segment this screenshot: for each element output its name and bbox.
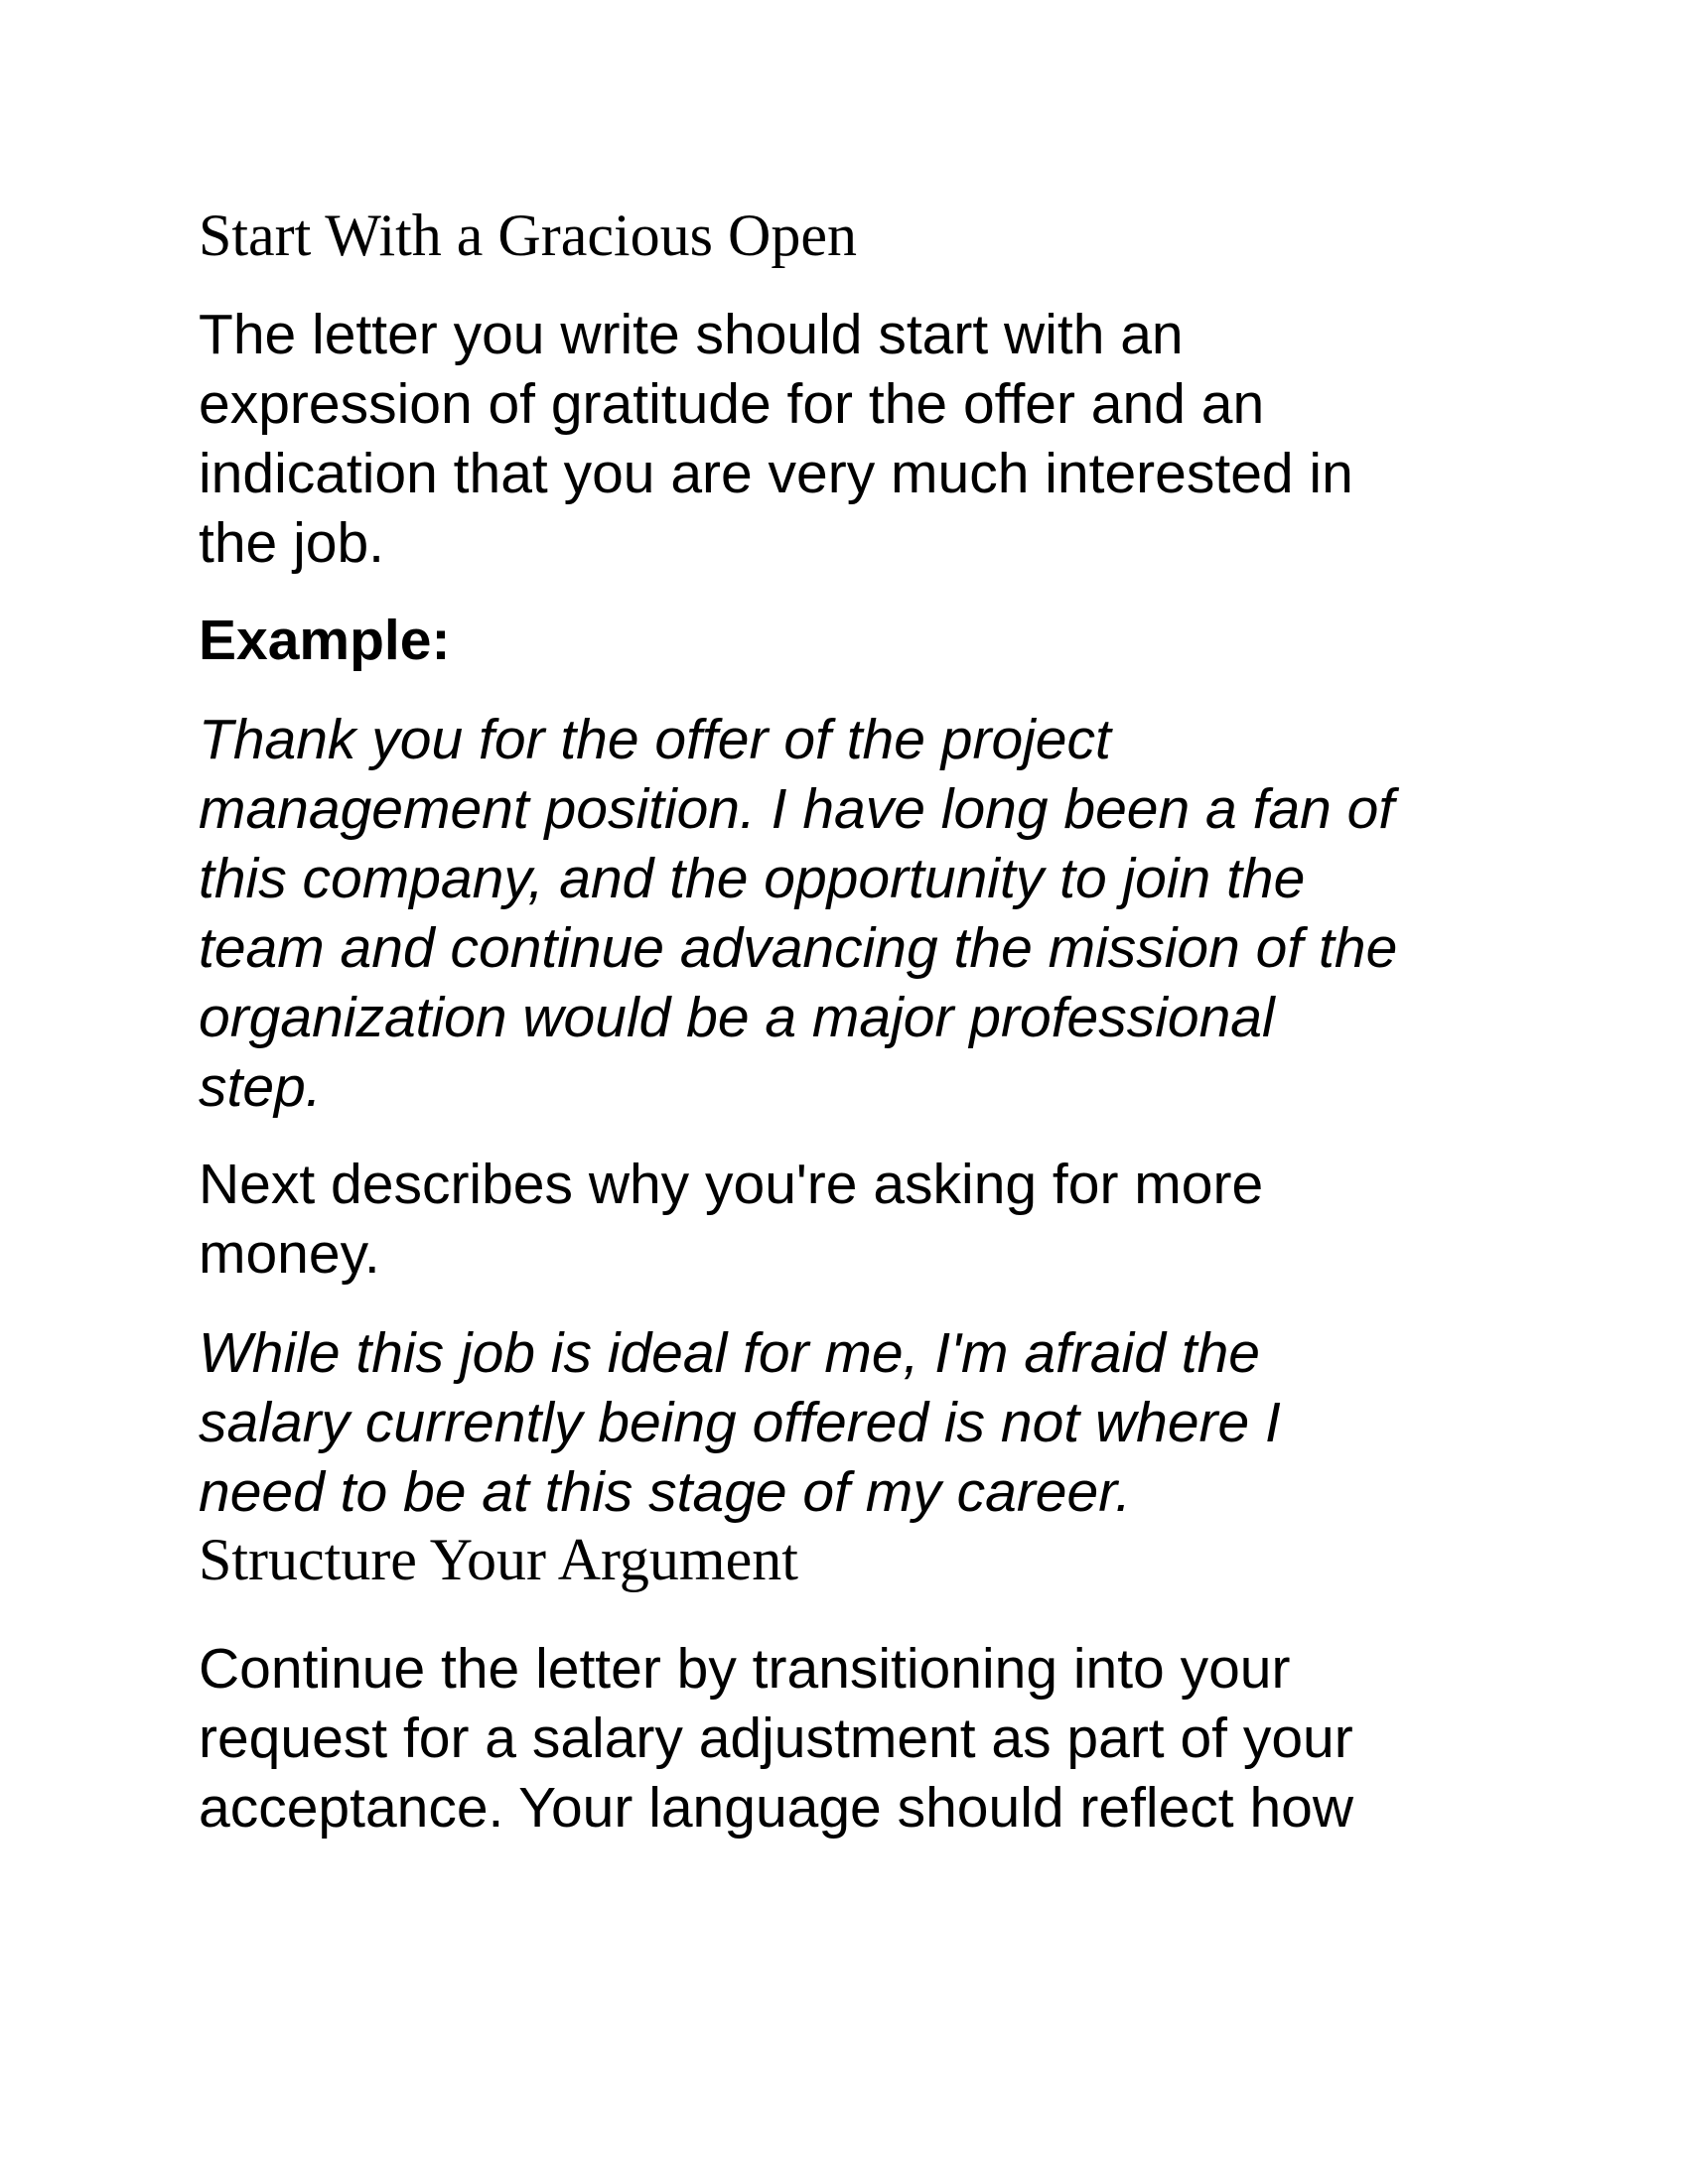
- body-paragraph: [199, 1634, 1509, 1843]
- text-line: Continue the letter by transitioning into your: [199, 1637, 1291, 1701]
- example-paragraph: [199, 705, 1509, 1122]
- text-line: need to be at this stage of my career.: [199, 1460, 1131, 1524]
- text-line: Thank you for the offer of the project: [199, 708, 1111, 771]
- text-line: Next describes why you're asking for more: [199, 1153, 1264, 1216]
- text-line: The letter you write should start with an: [199, 303, 1184, 366]
- quote-paragraph: [199, 1318, 1509, 1527]
- text-line: step.: [199, 1055, 322, 1119]
- text-line: indication that you are very much interested in: [199, 442, 1353, 505]
- text-line: this company, and the opportunity to join the: [199, 847, 1306, 910]
- text-line: While this job is ideal for me, I'm afraid the: [199, 1321, 1260, 1385]
- intro-paragraph: [199, 300, 1509, 578]
- document-content: [199, 199, 1509, 1843]
- next-paragraph: [199, 1150, 1509, 1289]
- text-line: salary currently being offered is not where I: [199, 1391, 1281, 1454]
- text-line: money.: [199, 1222, 380, 1286]
- section-heading-gracious-open: Start With a Gracious Open: [199, 203, 857, 268]
- example-label: Example:: [199, 609, 451, 672]
- text-line: management position. I have long been a fan of: [199, 777, 1395, 841]
- text-line: the job.: [199, 511, 384, 575]
- text-line: team and continue advancing the mission of the: [199, 916, 1398, 980]
- text-line: organization would be a major professional: [199, 986, 1275, 1049]
- text-line: expression of gratitude for the offer and an: [199, 372, 1265, 436]
- text-line: acceptance. Your language should reflect how: [199, 1776, 1354, 1840]
- text-line: request for a salary adjustment as part of your: [199, 1706, 1353, 1770]
- section-heading-structure-argument: Structure Your Argument: [199, 1527, 798, 1592]
